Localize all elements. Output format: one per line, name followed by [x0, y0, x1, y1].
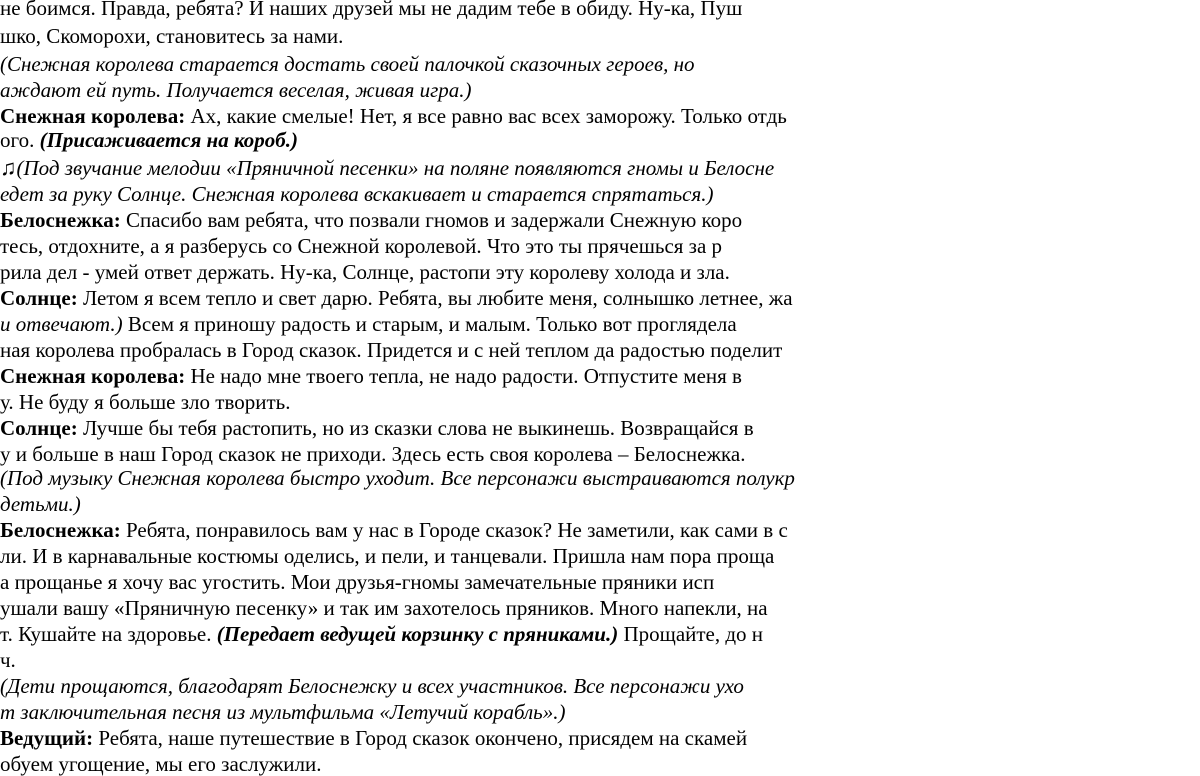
stage-direction: (Под музыку Снежная королева быстро уходит. Все персонажи выстраиваются полукр — [0, 466, 795, 490]
text-line — [0, 104, 1200, 128]
line-text: Не надо мне твоего тепла, не надо радости. Отпустите меня в — [185, 364, 742, 388]
line-text: ого. — [0, 128, 40, 152]
stage-direction: (Присаживается на короб.) — [39, 128, 299, 152]
text-line — [0, 78, 1200, 102]
line-text: не боимся. Правда, ребята? И наших друзей мы не дадим тебе в обиду. Ну-ка, Пуш — [0, 0, 743, 20]
text-line — [0, 52, 1200, 76]
text-line — [0, 390, 1200, 414]
text-line — [0, 442, 1200, 466]
text-line — [0, 24, 1200, 48]
speaker-name: Снежная королева: — [0, 104, 186, 128]
stage-direction: т заключительная песня из мультфильма «Летучий корабль».) — [0, 700, 566, 724]
text-line — [0, 752, 1200, 776]
text-line — [0, 596, 1200, 620]
line-text: Спасибо вам ребята, что позвали гномов и задержали Снежную коро — [120, 208, 743, 232]
text-line — [0, 364, 1200, 388]
text-line — [0, 648, 1200, 672]
line-text: Ребята, наше путешествие в Город сказок окончено, присядем на скамей — [93, 726, 748, 750]
line-text: ная королева пробралась в Город сказок. Придется и с ней теплом да радостью поделит — [0, 338, 783, 362]
line-text: ч. — [0, 648, 16, 672]
text-line — [0, 128, 1200, 152]
line-text: шко, Скоморохи, становитесь за нами. — [0, 24, 344, 48]
line-text: ли. И в карнавальные костюмы оделись, и пели, и танцевали. Пришла нам пора проща — [0, 544, 775, 568]
line-text: тесь, отдохните, а я разберусь со Снежной королевой. Что это ты прячешься за р — [0, 234, 723, 258]
stage-direction: аждают ей путь. Получается веселая, живая игра.) — [0, 78, 472, 102]
text-line — [0, 622, 1200, 646]
text-line — [0, 208, 1200, 232]
text-line — [0, 234, 1200, 258]
stage-direction: (Снежная королева старается достать своей палочкой сказочных героев, но — [0, 52, 695, 76]
speaker-name: Снежная королева: — [0, 364, 186, 388]
stage-direction: едет за руку Солнце. Снежная королева вскакивает и старается спрятаться.) — [0, 182, 714, 206]
text-line — [0, 674, 1200, 698]
text-line — [0, 570, 1200, 594]
text-line — [0, 518, 1200, 542]
line-text: т. Кушайте на здоровье. — [0, 622, 217, 646]
line-text: Лучше бы тебя растопить, но из сказки слова не выкинешь. Возвращайся в — [77, 416, 754, 440]
line-text: ушали вашу «Пряничную песенку» и так им захотелось пряников. Много напекли, на — [0, 596, 768, 620]
speaker-name: Солнце: — [0, 416, 78, 440]
line-text: рила дел - умей ответ держать. Ну-ка, Солнце, растопи эту королеву холода и зла. — [0, 260, 730, 284]
text-line — [0, 312, 1200, 336]
stage-direction: (Дети прощаются, благодарят Белоснежку и всех участников. Все персонажи ухо — [0, 674, 744, 698]
speaker-name: Белоснежка: — [0, 208, 121, 232]
line-text: а прощанье я хочу вас угостить. Мои друзья-гномы замечательные пряники исп — [0, 570, 715, 594]
stage-direction: (Под звучание мелодии «Пряничной песенки» на поляне появляются гномы и Белосне — [16, 156, 775, 180]
speaker-name: Ведущий: — [0, 726, 94, 750]
speaker-name: Белоснежка: — [0, 518, 121, 542]
text-line — [0, 700, 1200, 724]
line-text: Летом я всем тепло и свет дарю. Ребята, вы любите меня, солнышко летнее, жа — [77, 286, 793, 310]
text-line — [0, 0, 1200, 20]
speaker-name: Солнце: — [0, 286, 78, 310]
line-text: у и больше в наш Город сказок не приходи. Здесь есть своя королева – Белоснежка. — [0, 442, 746, 466]
text-line — [0, 338, 1200, 362]
stage-direction: (Передает ведущей корзинку с пряниками.) — [216, 622, 619, 646]
text-line — [0, 466, 1200, 490]
text-line — [0, 156, 1200, 180]
music-note-icon: ♫ — [0, 155, 17, 180]
text-line — [0, 544, 1200, 568]
text-line — [0, 726, 1200, 750]
line-text: обуем угощение, мы его заслужили. — [0, 752, 322, 776]
line-text: Ребята, понравилось вам у нас в Городе сказок? Не заметили, как сами в с — [120, 518, 788, 542]
line-text: у. Не буду я больше зло творить. — [0, 390, 291, 414]
text-line — [0, 286, 1200, 310]
line-text: Ах, какие смелые! Нет, я все равно вас всех заморожу. Только отдь — [185, 104, 787, 128]
text-line — [0, 182, 1200, 206]
text-line — [0, 492, 1200, 516]
text-line — [0, 416, 1200, 440]
stage-direction: и отвечают.) — [0, 312, 123, 336]
line-text: Всем я приношу радость и старым, и малым. Только вот проглядела — [122, 312, 737, 336]
line-text: Прощайте, до н — [618, 622, 764, 646]
text-line — [0, 260, 1200, 284]
stage-direction: детьми.) — [0, 492, 81, 516]
